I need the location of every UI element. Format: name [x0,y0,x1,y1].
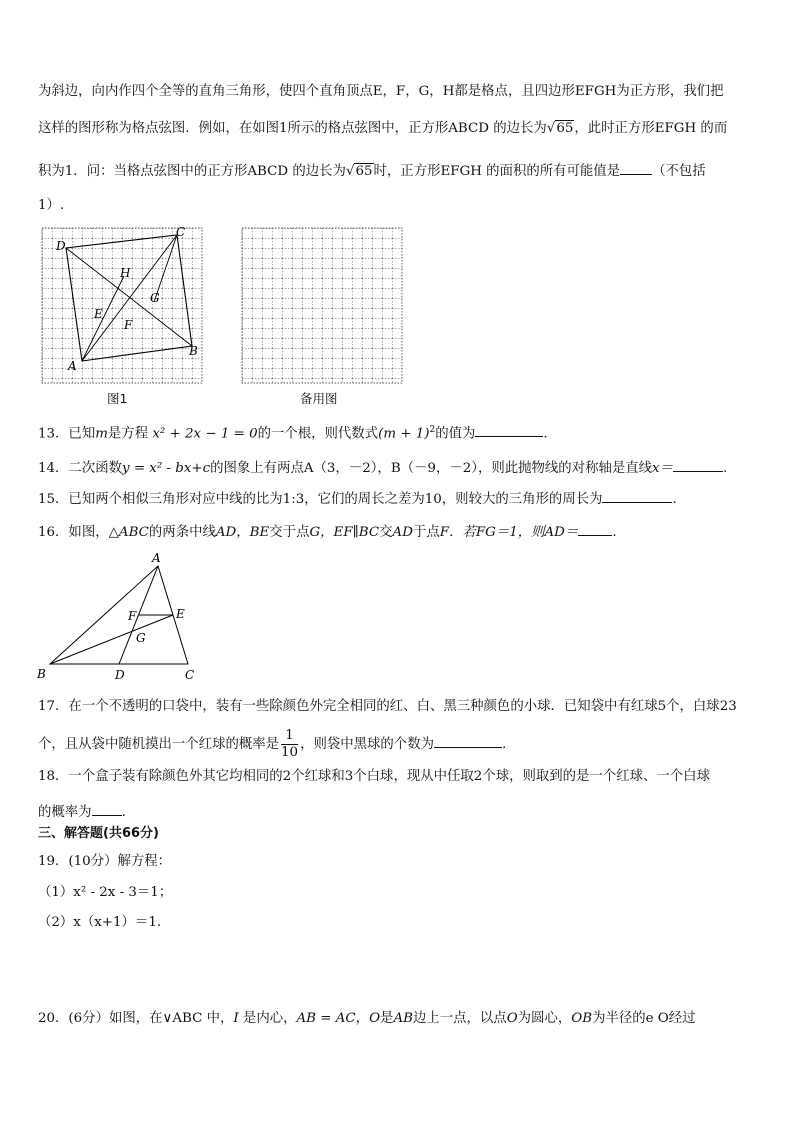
question-19-part2: （2）x（x+1）＝1. [38,915,162,930]
answer-blank[interactable] [578,521,612,536]
figure-1-caption: 图1 [107,391,128,406]
question-17-line1: 17．在一个不透明的口袋中，装有一些除颜色外完全相同的红、白、黑三种颜色的小球．已知袋中有红球5个，白球23 [38,699,737,714]
label-B: B [37,667,46,681]
answer-blank[interactable] [620,160,652,175]
label-A: A [152,551,161,565]
answer-blank[interactable] [602,488,672,503]
question-18-line1: 18．一个盒子装有除颜色外其它均相同的2个红球和3个白球，现从中任取2个球，则取到的是一个红球、一个白球 [38,769,710,784]
label-C: C [185,668,195,682]
label-F: F [128,609,137,623]
spare-figure-caption: 备用图 [300,391,338,406]
p12-line4: 1）. [38,198,65,213]
label-D: D [115,668,125,682]
spare-figure-grid [238,224,408,389]
answer-blank[interactable] [92,801,122,816]
question-20: 20．(6分）如图，在∨ABC 中，I 是内心，AB = AC，O是AB边上一点，以点O为圆心，OB为半径的e O经过 [38,1011,696,1026]
question-14: 14．二次函数y = x² - bx+c的图象上有两点A（3，－2），B（－9，－2），则此抛物线的对称轴是直线x＝ . [38,457,727,478]
answer-blank[interactable] [434,733,502,748]
label-F: F [124,318,133,332]
question-18-line2: 的概率为 . [38,801,126,822]
section-3-heading: 三、解答题(共66分) [38,826,159,841]
answer-blank[interactable] [673,457,723,472]
question-19-title: 19．(10分）解方程： [38,854,172,869]
label-G: G [150,291,160,305]
label-H: H [120,266,131,280]
sqrt-65: √65 [345,164,373,179]
p12-line1: 为斜边，向内作四个全等的直角三角形，使四个直角顶点E，F，G，H都是格点，且四边形EFGH为正方形，我们把 [38,84,724,99]
question-13: 13．已知m是方程 x² + 2x − 1 = 0的一个根，则代数式$(m + 1)^2$的值为 . [38,421,548,443]
label-E: E [176,607,185,621]
fraction-1-10: $\frac{1}{10}$ [281,728,299,760]
label-B: B [189,344,198,358]
label-C: C [176,225,186,239]
question-19-part1: （1）x² - 2x - 3＝1； [38,885,173,900]
label-E: E [94,307,103,321]
answer-blank[interactable] [475,422,543,437]
question-17-line2: 个，且从袋中随机摸出一个红球的概率是 $\frac{1}{10}$ ，则袋中黑球的个数为 . [38,728,507,760]
label-G: G [136,631,146,645]
p12-line2: 这样的图形称为格点弦图．例如，在如图1所示的格点弦图中，正方形ABCD 的边长为√65，此时正方形EFGH 的而 [38,121,728,136]
p12-line3: 积为1．问：当格点弦图中的正方形ABCD 的边长为√65时，正方形EFGH 的面积的所有可能值是 （不包括 [38,160,706,181]
label-D: D [56,239,66,253]
question-16: 16．如图，△ABC的两条中线AD，BE交于点G，EF∥BC交AD于点F．若FG＝1，则AD＝ . [38,521,617,542]
sqrt-65: √65 [546,121,574,136]
figure-16-triangle [34,548,204,684]
question-15: 15．已知两个相似三角形对应中线的比为1:3，它们的周长之差为10，则较大的三角形的周长为 . [38,488,677,509]
figure-1-grid [38,224,208,389]
label-A: A [68,359,77,373]
